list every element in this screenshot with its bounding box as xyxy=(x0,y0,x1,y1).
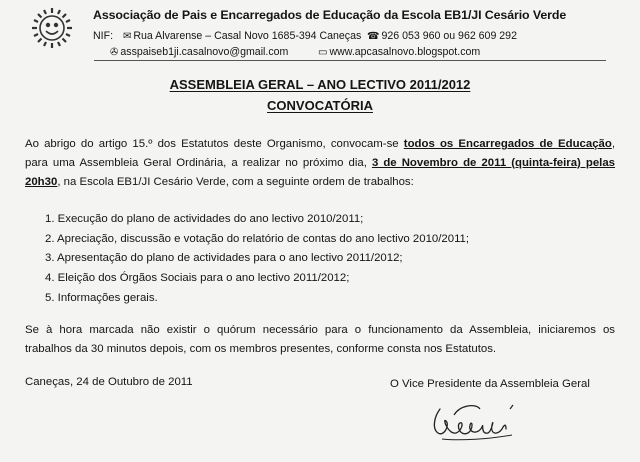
nif-label: NIF: xyxy=(93,30,114,42)
phone-text: 926 053 960 ou 962 609 292 xyxy=(381,30,517,42)
address xyxy=(123,30,361,42)
date-line: Caneças, 24 de Outubro de 2011 xyxy=(25,376,193,388)
email-icon: ✇ xyxy=(110,47,119,58)
closing-line: trabalhos da 30 minutos depois, com os membros presentes, conforme consta nos Estatutos. xyxy=(25,343,497,355)
title-line-2: CONVOCATÓRIA xyxy=(267,98,373,113)
signature xyxy=(420,395,540,445)
list-item: 3. Apresentação do plano de actividades para o ano lectivo 2011/2012; xyxy=(45,252,403,265)
intro-highlight: todos os Encarregados de Educação xyxy=(403,138,612,150)
org-name: Associação de Pais e Encarregados de Educação da Escola EB1/JI Cesário Verde xyxy=(93,8,567,22)
email xyxy=(110,46,288,58)
email-text[interactable]: asspaiseb1ji.casalnovo@gmail.com xyxy=(120,46,289,58)
blog xyxy=(318,46,480,58)
phone-icon: ☎ xyxy=(367,31,380,42)
intro-line: 20h30, na Escola EB1/JI Cesário Verde, com a seguinte ordem de trabalhos: xyxy=(25,176,414,188)
sun-face-logo xyxy=(30,6,74,50)
header-rule xyxy=(94,60,606,61)
phone xyxy=(367,30,517,42)
agenda-list xyxy=(45,210,469,309)
list-item: 2. Apreciação, discussão e votação do relatório de contas do ano lectivo 2010/2011; xyxy=(45,232,470,245)
intro-line: para uma Assembleia Geral Ordinária, a realizar no próximo dia, 3 de Novembro de 2011 (quinta-feira) pelas xyxy=(25,157,616,169)
list-item: 1. Execução do plano de actividades do ano lectivo 2010/2011; xyxy=(45,213,364,225)
closing-paragraph xyxy=(25,321,615,359)
list-item: 5. Informações gerais. xyxy=(45,291,158,304)
intro-line: Ao abrigo do artigo 15.º dos Estatutos deste Organismo, convocam-se todos os Encarregados de Educação, xyxy=(25,138,615,150)
closing-line: Se à hora marcada não existir o quórum necessário para o funcionamento da Assembleia, iniciaremos os xyxy=(25,324,615,336)
address-text: Rua Alvarense – Casal Novo 1685-394 Caneças xyxy=(133,30,362,42)
computer-icon: ▭ xyxy=(318,47,328,58)
signer-title: O Vice Presidente da Assembleia Geral xyxy=(390,378,590,390)
intro-highlight: 3 de Novembro de 2011 (quinta-feira) pelas xyxy=(371,157,616,169)
title-line-1: ASSEMBLEIA GERAL – ANO LECTIVO 2011/2012 xyxy=(169,77,471,92)
intro-highlight: 20h30 xyxy=(25,176,58,188)
blog-text[interactable]: www.apcasalnovo.blogspot.com xyxy=(329,46,481,58)
list-item: 4. Eleição dos Órgãos Sociais para o ano lectivo 2011/2012; xyxy=(45,272,350,285)
envelope-icon: ✉ xyxy=(123,31,132,42)
intro-paragraph xyxy=(25,135,615,192)
